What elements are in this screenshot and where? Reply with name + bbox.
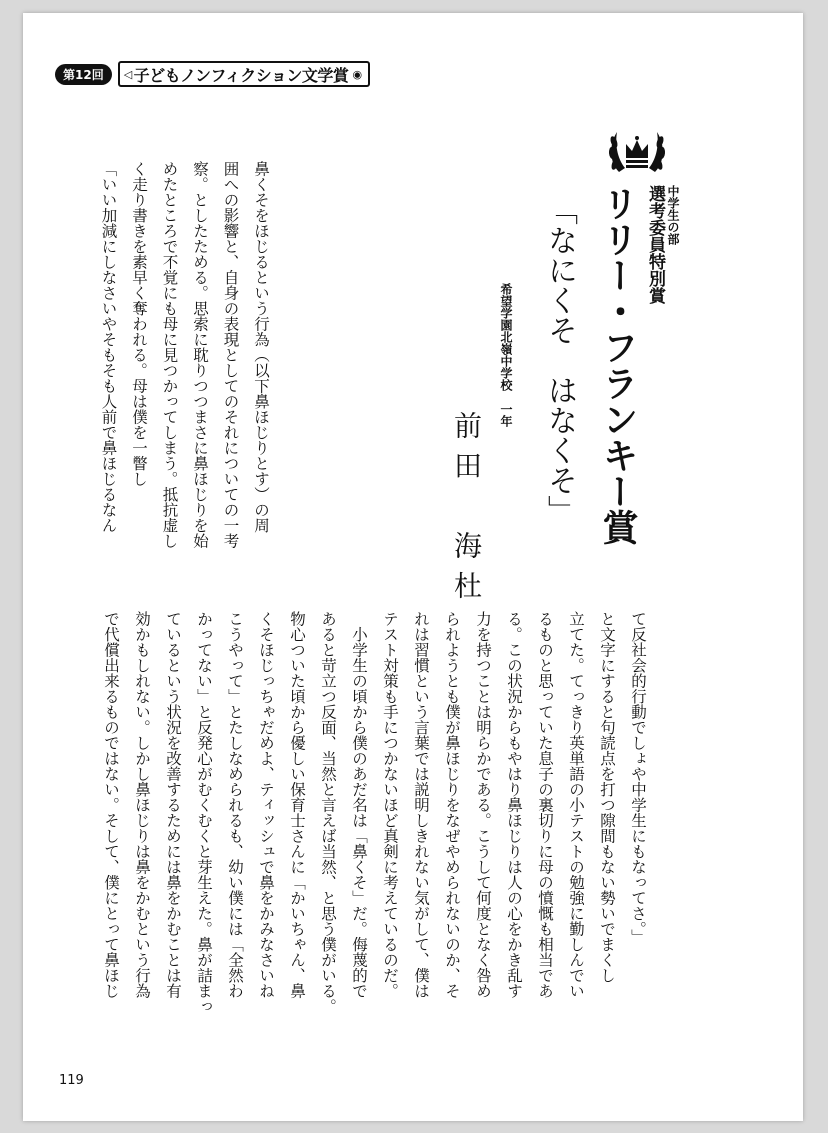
series-logo — [118, 61, 370, 87]
body-line: る。この状況からもやはり鼻ほじりは人の心をかき乱す — [505, 611, 523, 999]
body-line: かってない」と反発心がむくむくと芽生えた。鼻が詰まっ — [195, 611, 213, 1014]
body-line: て反社会的行動でしょや中学生にもなってさ。」 — [629, 611, 647, 945]
body-line: くそほじっちゃだめよ、ティッシュで鼻をかみなさいね — [257, 611, 275, 999]
body-line: で代償出来るものではない。そして、僕にとって鼻ほじ — [102, 611, 120, 999]
body-line: 力を持つことは明らかである。こうして何度となく咎め — [474, 611, 492, 999]
body-line: ているという状況を改善するためには鼻をかむことは有 — [164, 611, 182, 999]
body-line: 物心ついた頃から優しい保育士さんに「かいちゃん、鼻 — [288, 611, 306, 999]
body-line: れは習慣という言葉では説明しきれない気がして、僕は — [412, 611, 430, 999]
body-line: 囲への影響と、自身の表現としてのそれについての一考 — [221, 161, 240, 549]
document-page — [23, 13, 803, 1121]
body-line: こうやって」とたしなめられるも、幼い僕には「全然わ — [226, 611, 244, 999]
award-name: リリー・フランキー賞 — [597, 185, 638, 545]
body-line: 小学生の頃から僕のあだ名は「鼻くそ」だ。侮蔑的で — [350, 611, 368, 999]
body-line: テスト対策も手につかないほど真剣に考えているのだ。 — [381, 611, 399, 999]
work-title: 「なにくそ はなくそ」 — [542, 195, 577, 525]
body-line: 効かもしれない。しかし鼻ほじりは鼻をかむという行為 — [133, 611, 151, 999]
series-header — [55, 61, 370, 87]
edition-badge: 第12回 — [55, 64, 112, 85]
pencil-tip-icon: ◁ — [123, 67, 132, 81]
laurel-crown-icon — [605, 120, 669, 184]
body-line: めたところで不覚にも母に見つかってしまう。抵抗虚し — [160, 161, 179, 549]
body-line: るものと思っていた息子の裏切りに母の憤慨も相当であ — [536, 611, 554, 999]
body-line: られようとも僕が鼻ほじりをなぜやめられないのか、そ — [443, 611, 461, 999]
award-subtitle: 選考委員特別賞 — [645, 185, 665, 304]
body-line: 察。としたためる。思索に耽りつつまさに鼻ほじりを始 — [191, 161, 209, 549]
author-name: 前田 海杜 — [450, 411, 483, 611]
body-column-lower — [95, 611, 653, 1051]
body-column-upper — [93, 161, 276, 581]
page-number: 119 — [59, 1073, 84, 1088]
body-line: 鼻くそをほじるという行為（以下鼻ほじりとす）の周 — [252, 161, 270, 533]
award-category: 中学生の部 — [666, 185, 680, 245]
body-line: と文字にすると句読点を打つ隙間もない勢いでまくし — [598, 611, 616, 983]
series-title: 子どもノンフィクション文学賞 — [133, 65, 349, 85]
body-line: あると苛立つ反面、当然と言えば当然、と思う僕がいる。 — [319, 611, 337, 1014]
body-line: 立てた。てっきり英単語の小テストの勉強に勤しんでい — [567, 611, 585, 999]
body-line: 「いい加減にしなさいやそもそも人前で鼻ほじるなん — [99, 161, 118, 533]
body-line: く走り書きを素早く奪われる。母は僕を一瞥し — [130, 161, 148, 487]
pencil-end-icon: ◉ — [352, 67, 362, 81]
school-name: 希望学園北嶺中学校 一年 — [499, 283, 513, 427]
